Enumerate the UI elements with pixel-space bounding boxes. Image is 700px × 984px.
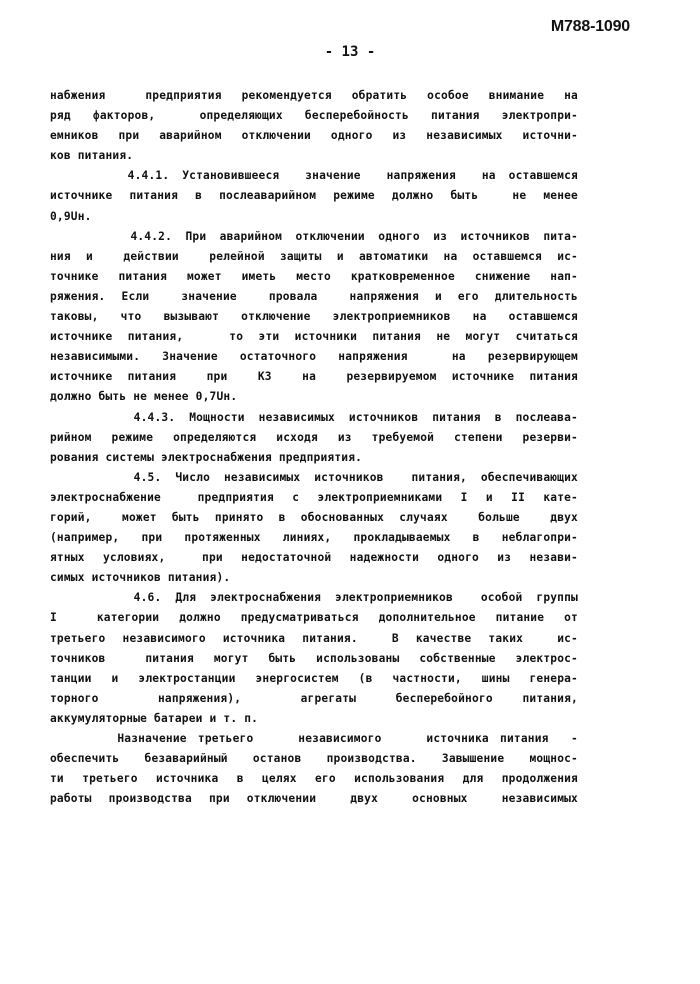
document-body [50,86,578,809]
text-line: источнике питания в послеаварийном режиме должно быть не менее [50,189,578,203]
text-line: электроснабжение предприятия с электроприемниками I и II кате- [50,490,578,504]
text-line: точнике питания может иметь место кратковременное снижение нап- [50,269,578,283]
text-line: симых источников питания). [50,571,231,585]
text-line: третьего независимого источника питания. В качестве таких ис- [50,631,578,645]
text-line: 4.4.3. Мощности независимых источников питания в послеава- [50,410,578,424]
text-line: источнике питания при КЗ на резервируемом источнике питания [50,370,578,384]
text-line: горий, может быть принято в обоснованных случаях больше двух [50,510,578,524]
text-line: ти третьего источника в целях его использования для продолжения [50,772,578,786]
text-line: должно быть не менее 0,7Uн. [50,390,238,404]
text-line: Назначение третьего независимого источника питания - [50,732,578,745]
page-number: - 13 - [324,44,376,60]
text-line: таковы, что вызывают отключение электроприемников на оставшемся [50,310,578,324]
text-line: независимыми. Значение остаточного напряжения на резервирующем [50,350,578,364]
text-line: 4.4.1. Установившееся значение напряжения на оставшемся [50,169,578,183]
text-line: рийном режиме определяются исходя из требуемой степени резерви- [50,430,578,444]
text-line: емников при аварийном отключении одного из независимых источни- [50,129,578,143]
text-line: ятных условиях, при недостаточной надежности одного из незави- [50,551,578,565]
text-line: рования системы электроснабжения предприятия. [50,450,363,464]
text-line: торного напряжения), агрегаты бесперебойного питания, [50,691,578,705]
document-id: М788-1090 [550,18,630,35]
text-line: (например, при протяженных линиях, прокладываемых в неблагопри- [50,531,578,545]
text-line: набжения предприятия рекомендуется обратить особое внимание на [50,89,578,102]
text-line: 0,9Uн. [50,209,92,223]
text-line: танции и электростанции энергосистем (в частности, шины генера- [50,671,578,685]
text-line: работы производства при отключении двух основных независимых [50,792,578,806]
text-line: обеспечить безаварийный останов производства. Завышение мощнос- [50,752,578,766]
text-line: ков питания. [50,149,134,163]
text-line: точников питания могут быть использованы собственные электрос- [50,651,578,665]
text-line: 4.6. Для электроснабжения электроприемников особой группы [50,591,578,605]
text-line: аккумуляторные батареи и т. п. [50,711,259,725]
text-line: источнике питания, то эти источники питания не могут считаться [50,330,578,344]
text-line: 4.5. Число независимых источников питания, обеспечивающих [50,470,578,484]
text-line: 4.4.2. При аварийном отключении одного из источников пита- [50,229,578,243]
text-line: I категории должно предусматриваться дополнительное питание от [50,611,578,625]
text-line: ряд факторов, определяющих бесперебойность питания электропри- [50,109,578,123]
text-line: ряжения. Если значение провала напряжения и его длительность [50,289,578,303]
text-line: ния и действии релейной защиты и автоматики на оставшемся ис- [50,249,578,263]
